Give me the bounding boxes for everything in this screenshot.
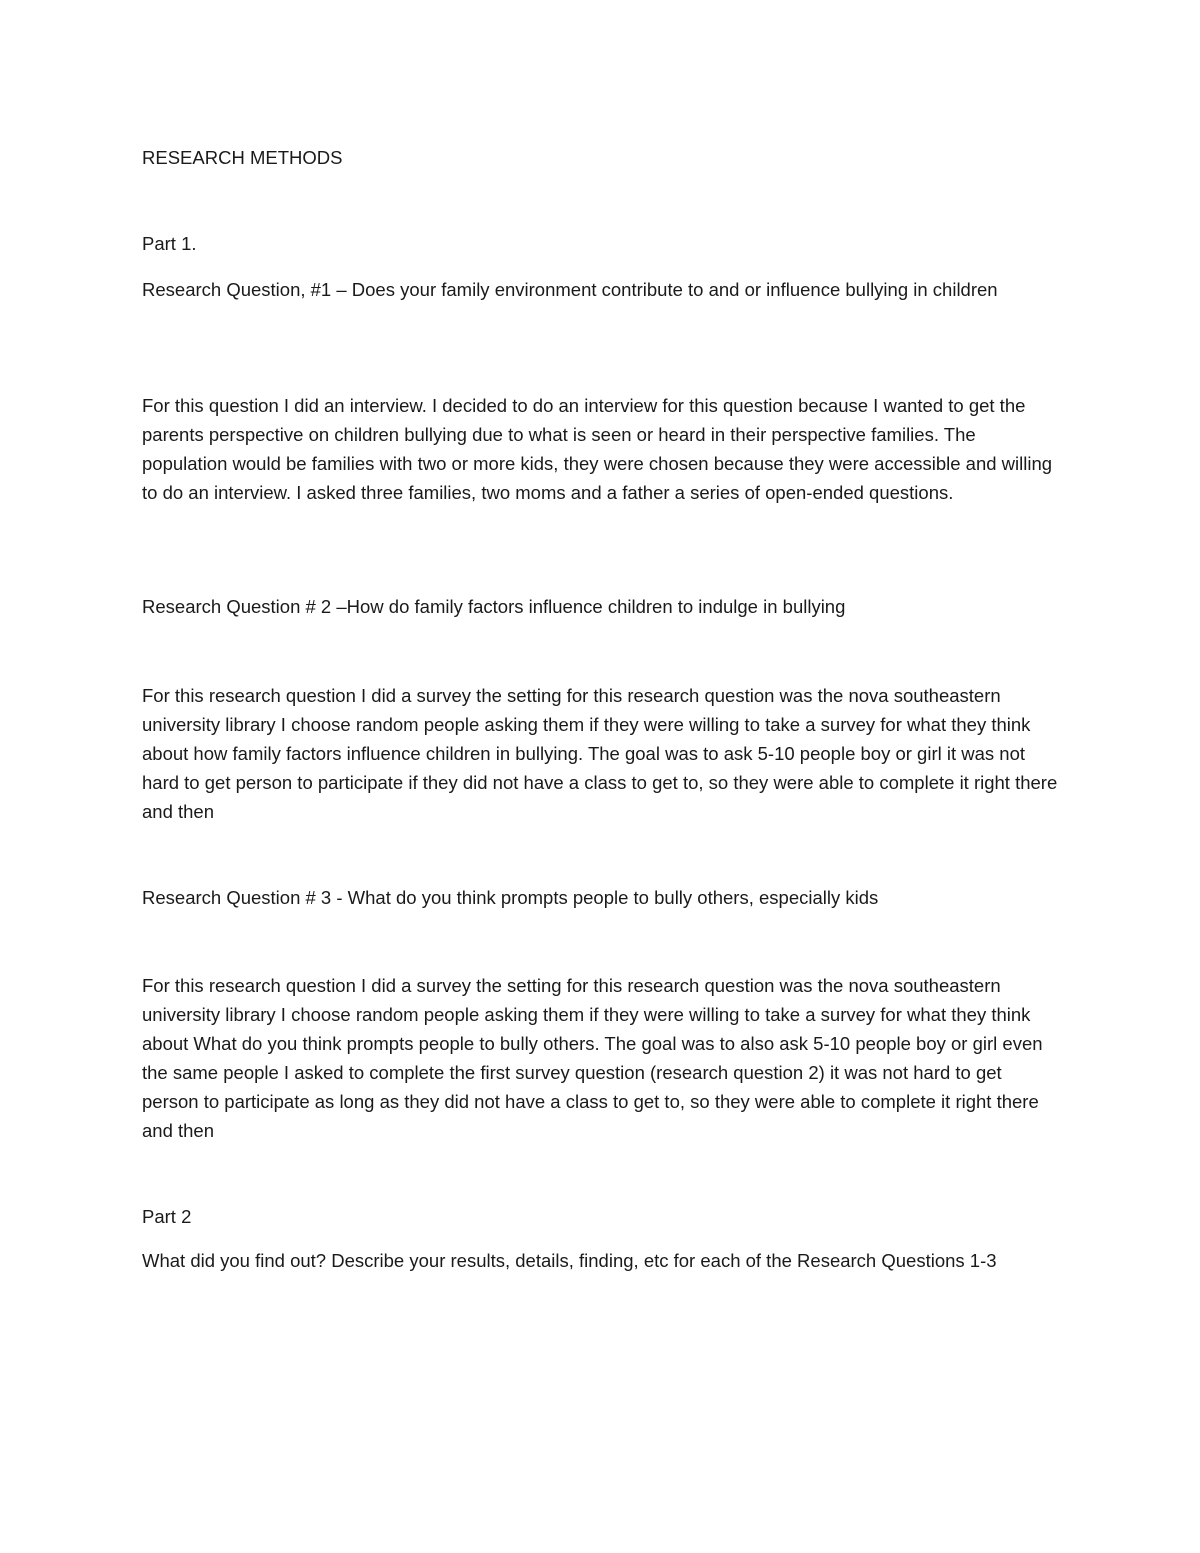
research-question-3-answer: For this research question I did a survey the setting for this research question was the nova southeastern university library I choose random people asking them if they were willing to take a survey for what they think about What do you think prompts people to bully others. The goal was to also ask 5-10 people boy or girl even the same people I asked to complete the first survey question (research question 2) it was not hard to get person to participate as long as they did not have a class to get to, so they were able to complete it right there and then	[142, 975, 1043, 1141]
document-title: RESEARCH METHODS	[142, 147, 343, 168]
part-2-question: What did you find out? Describe your results, details, finding, etc for each of the Research Questions 1-3	[142, 1250, 997, 1271]
part-1-heading: Part 1.	[142, 233, 197, 254]
research-question-3: Research Question # 3 - What do you think prompts people to bully others, especially kids	[142, 887, 879, 908]
research-question-1-answer: For this question I did an interview. I decided to do an interview for this question because I wanted to get the parents perspective on children bullying due to what is seen or heard in their perspective families. The population would be families with two or more kids, they were chosen because they were accessible and willing to do an interview. I asked three families, two moms and a father a series of open-ended questions.	[142, 395, 1053, 503]
research-question-2: Research Question # 2 –How do family factors influence children to indulge in bullying	[142, 596, 846, 617]
research-question-2-answer: For this research question I did a survey the setting for this research question was the nova southeastern university library I choose random people asking them if they were willing to take a survey for what they think about how family factors influence children in bullying. The goal was to ask 5-10 people boy or girl it was not hard to get person to participate if they did not have a class to get to, so they were able to complete it right there and then	[142, 685, 1058, 822]
part-2-heading: Part 2	[142, 1206, 192, 1227]
research-question-1: Research Question, #1 – Does your family environment contribute to and or influence bullying in children	[142, 279, 998, 300]
